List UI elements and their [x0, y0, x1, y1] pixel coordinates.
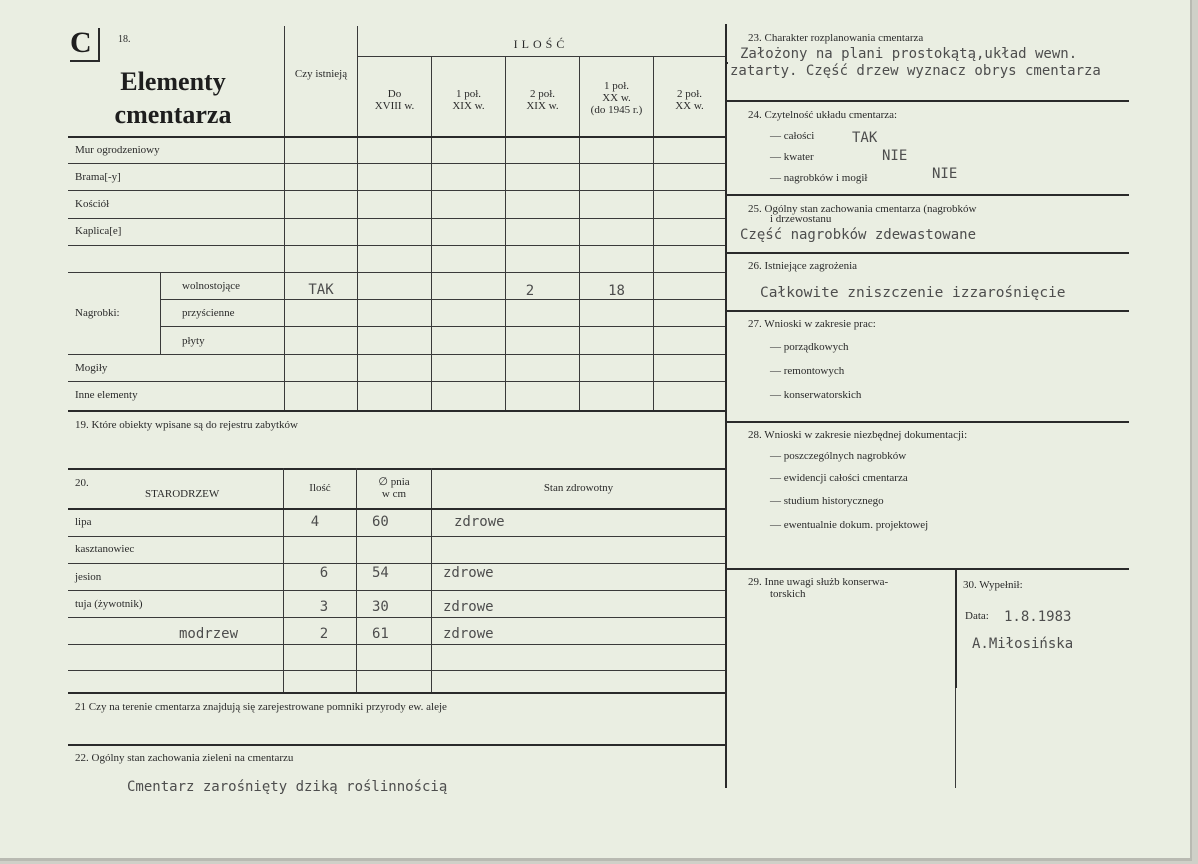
row-label-przyscienne: przyścienne	[182, 307, 235, 319]
q30-name: A.Miłosińska	[972, 636, 1074, 652]
letter-box-divider	[98, 28, 100, 62]
quantity-header-line	[357, 56, 725, 57]
section-line	[727, 421, 1129, 423]
q29-label-line1: 29. Inne uwagi służb konserwa-	[748, 576, 889, 588]
section-line	[727, 310, 1129, 312]
row-line	[68, 245, 725, 246]
letter-box-top	[70, 60, 98, 62]
section-line	[68, 468, 725, 470]
q28-label: 28. Wnioski w zakresie niezbędnej dokumentacji:	[748, 429, 968, 441]
q30-date-value: 1.8.1983	[1004, 609, 1072, 625]
q27-item: — remontowych	[770, 365, 845, 377]
row-line	[68, 590, 725, 591]
tree-qty: 6	[319, 565, 329, 581]
q23-answer-line1: Założony na plani prostokątą,układ wewn.	[740, 46, 1078, 62]
q27-item: — porządkowych	[770, 341, 849, 353]
period-header: 1 poł. XX w. (do 1945 r.)	[590, 80, 643, 116]
tree-diam: 30	[372, 599, 389, 615]
tree-name: lipa	[75, 516, 92, 528]
tree-diam: 54	[372, 565, 389, 581]
q24-item: — całości	[770, 130, 815, 142]
q29-q30-divider	[955, 568, 957, 688]
tree-qty: 2	[319, 626, 329, 642]
q24-label: 24. Czytelność układu cmentarza:	[748, 109, 898, 121]
card-letter: C	[70, 26, 92, 59]
row-line	[68, 563, 725, 564]
q24-item: — kwater	[770, 151, 814, 163]
col-quantity-header: ILOŚĆ	[513, 37, 569, 51]
row-label-mogily: Mogiły	[75, 362, 108, 374]
row-label-wolnostojace: wolnostojące	[182, 280, 241, 292]
q20-number: 20.	[75, 477, 89, 489]
section-line	[727, 194, 1129, 196]
row-line	[68, 218, 725, 219]
q29-label-line2: torskich	[770, 588, 806, 600]
row-line	[68, 190, 725, 191]
row-label-brama: Brama[-y]	[75, 171, 121, 183]
row-line	[68, 617, 725, 618]
tree-qty: 4	[310, 514, 320, 530]
row-line	[68, 670, 725, 671]
section-line	[727, 100, 1129, 102]
tree-name: modrzew	[179, 626, 239, 642]
tree-diam: 60	[372, 514, 389, 530]
row-label-nagrobki: Nagrobki:	[75, 307, 120, 319]
section-line	[68, 744, 725, 746]
row-line	[68, 163, 725, 164]
q24-answer: TAK	[852, 130, 878, 146]
section-title-line2: cmentarza	[114, 100, 232, 129]
tree-qty: 3	[319, 599, 329, 615]
row-line	[68, 354, 725, 355]
row-line	[160, 299, 725, 300]
q25-answer: Część nagrobków zdewastowane	[740, 227, 977, 243]
q20-col-health: Stan zdrowotny	[543, 482, 614, 494]
q26-answer: Całkowite zniszczenie izzarośnięcie	[760, 285, 1066, 301]
q25-label-line1: 25. Ogólny stan zachowania cmentarza (nagrobków	[748, 203, 977, 215]
tree-health: zdrowe	[443, 565, 494, 581]
section-line	[727, 568, 1129, 570]
q27-label: 27. Wnioski w zakresie prac:	[748, 318, 876, 330]
row-line	[160, 326, 725, 327]
header-bottom-line	[68, 136, 725, 138]
tree-health: zdrowe	[443, 626, 494, 642]
q23-answer-line2: zatarty. Część drzew wyznacz obrys cmentarza	[730, 63, 1101, 79]
tree-header-line	[68, 508, 725, 510]
section-number: 18.	[118, 34, 131, 45]
q29-q30-divider	[955, 688, 956, 788]
tick	[727, 62, 728, 64]
row-label-inne: Inne elementy	[75, 389, 138, 401]
q25-label-line2: i drzewostanu	[770, 213, 832, 225]
nagrobki-divider	[160, 272, 161, 354]
q19-label: 19. Które obiekty wpisane są do rejestru zabytków	[75, 419, 298, 431]
section-line	[68, 692, 725, 694]
q28-item: — poszczególnych nagrobków	[770, 450, 907, 462]
q30-date-label: Data:	[965, 610, 989, 622]
q23-label: 23. Charakter rozplanowania cmentarza	[748, 32, 924, 44]
section-line	[68, 410, 725, 412]
row-line	[68, 272, 725, 273]
q24-answer: NIE	[882, 148, 908, 164]
q26-label: 26. Istniejące zagrożenia	[748, 260, 858, 272]
q20-title: STARODRZEW	[145, 488, 220, 500]
tree-name: tuja (żywotnik)	[75, 598, 143, 610]
section-line	[727, 252, 1129, 254]
q28-item: — studium historycznego	[770, 495, 884, 507]
q24-answer: NIE	[932, 166, 958, 182]
col-exists-header: Czy istnieją	[294, 68, 348, 80]
tree-name: kasztanowiec	[75, 543, 135, 555]
row-label-kaplica: Kaplica[e]	[75, 225, 122, 237]
wolnostojace-exists-value: TAK	[308, 282, 334, 298]
q22-answer: Cmentarz zarośnięty dziką roślinnością	[127, 779, 448, 795]
tree-health: zdrowe	[443, 599, 494, 615]
wolnostojace-2pol-xix-value: 2	[525, 283, 535, 299]
q20-col-diam: ∅ pnia w cm	[378, 476, 410, 500]
period-header: 1 poł. XIX w.	[452, 88, 485, 112]
tree-name: jesion	[75, 571, 102, 583]
tree-col-divider	[431, 468, 432, 692]
row-label-kosciol: Kościół	[75, 198, 110, 210]
tree-diam: 61	[372, 626, 389, 642]
period-header: 2 poł. XIX w.	[526, 88, 559, 112]
tree-health: zdrowe	[454, 514, 505, 530]
row-line	[68, 381, 725, 382]
row-line	[68, 536, 725, 537]
q28-item: — ewidencji całości cmentarza	[770, 472, 908, 484]
row-label-plyty: płyty	[182, 335, 205, 347]
wolnostojace-1pol-xx-value: 18	[608, 283, 625, 299]
row-line	[68, 644, 725, 645]
q20-col-qty: Ilość	[309, 482, 331, 494]
period-header: 2 poł. XX w.	[675, 88, 704, 112]
q21-label: 21 Czy na terenie cmentarza znajdują się zarejestrowane pomniki przyrody ew. aleje	[75, 701, 447, 713]
q22-label: 22. Ogólny stan zachowania zieleni na cmentarzu	[75, 752, 294, 764]
q27-item: — konserwatorskich	[770, 389, 862, 401]
section-title-line1: Elementy	[120, 67, 226, 96]
q30-label: 30. Wypełnił:	[963, 579, 1023, 591]
q24-item: — nagrobków i mogił	[770, 172, 868, 184]
q28-item: — ewentualnie dokum. projektowej	[770, 519, 929, 531]
row-label-mur: Mur ogrodzeniowy	[75, 144, 160, 156]
center-divider	[725, 24, 727, 788]
period-header: Do XVIII w.	[374, 88, 415, 112]
